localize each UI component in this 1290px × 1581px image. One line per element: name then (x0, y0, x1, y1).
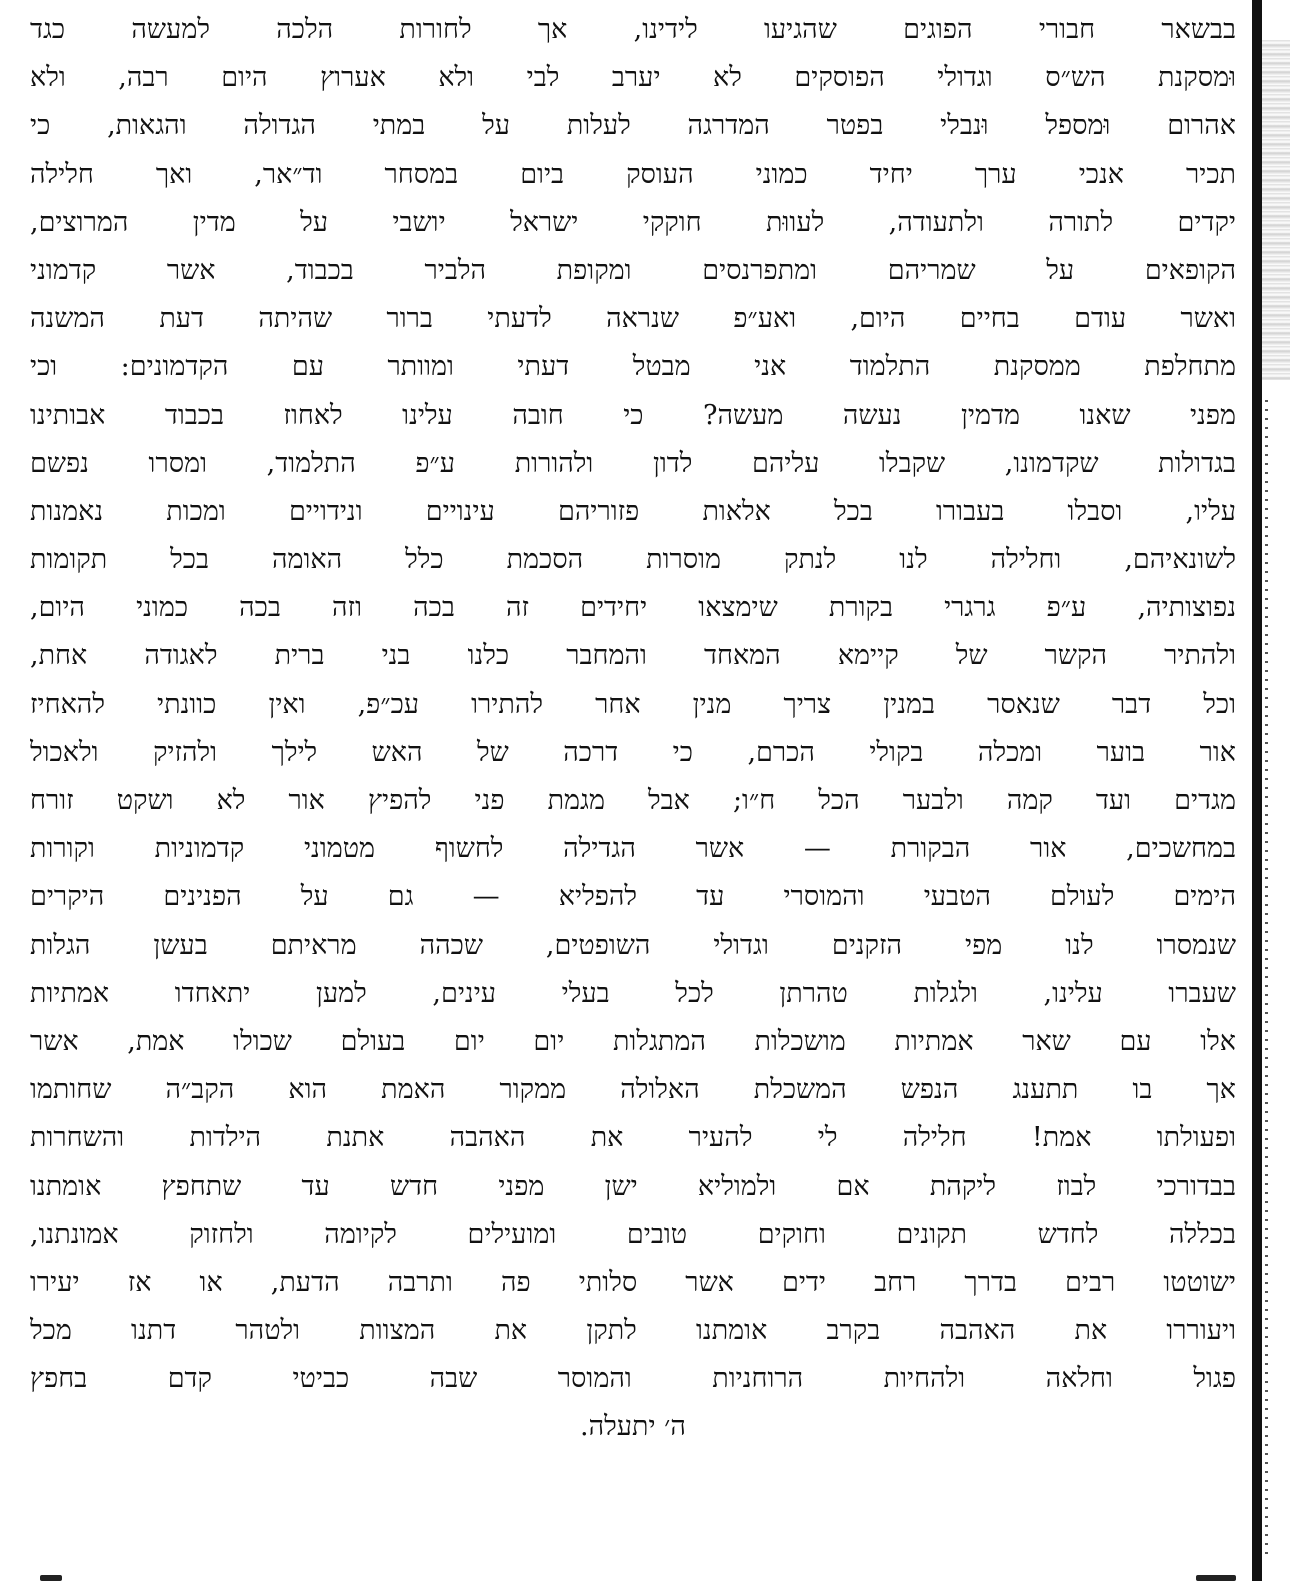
text-line: נפוצותיה, ע״פ גרגרי בקורת שימצאו יחידים זה בכה וזה בכה כמוני היום, (30, 592, 1236, 624)
text-line: הימים לעולם הטבעי והמוסרי עד להפליא — גם על הפנינים היקרים (30, 881, 1236, 913)
text-line: בבשאר חבורי הפוגים שהגיעו לידינו, אך לחורות הלכה למעשה כגד (30, 14, 1236, 45)
text-line: במחשכים, אור הבקורת — אשר הגדילה לחשוף מטמוני קדמוניות וקורות (30, 833, 1236, 865)
scan-noise (1262, 40, 1290, 380)
text-line: ואשר עודם בחיים היום, ואע״פ שנראה לדעתי ברור שהיתה דעת המשנה (30, 303, 1236, 335)
scan-dotted-edge (1265, 400, 1268, 1560)
text-line: וכל דבר שנאסר במנין צריך מנין אחר להתירו עכ״פ, ואין כוונתי להאחיז (30, 688, 1236, 720)
hebrew-text-block (30, 6, 1236, 1452)
text-line: אור בוער ומכלה בקולי הכרם, כי דרכה של האש לילך ולהזיק ולאכול (30, 736, 1236, 768)
text-line: וּמסקנת הש״ס וגדולי הפוסקים לא יערב לבי ולא אערוץ היום רבה, ולא (30, 62, 1236, 94)
text-line: פגול וחלאה ולהחיות הרוחניות והמוסר שבה כביטי קדם בחפץ (30, 1363, 1236, 1395)
text-line: בכללה לחדש תקונים וחוקים טובים ומועילים לקיומה ולחזוק אמונתנו, (30, 1218, 1236, 1250)
text-line: שנמסרו לנו מפי הזקנים וגדולי השופטים, שכהה מראיתם בעשן הגלות (30, 929, 1236, 961)
closing-line: ה׳ יתעלה. (580, 1411, 686, 1443)
text-line: ולהתיר הקשר של קיימא המאחד והמחבר כלנו בני ברית לאגודה אחת, (30, 640, 1236, 672)
text-line: מפני שאנו מדמין נעשה מעשה? כי חובה עלינו לאחוז בכבוד אבותינו (30, 399, 1236, 431)
text-line: מתחלפת ממסקנת התלמוד אני מבטל דעתי ומוותר עם הקדמונים: וכי (30, 351, 1236, 383)
text-line: בגדולות שקדמונו, שקבלו עליהם לדון ולהורות ע״פ התלמוד, ומסרו נפשם (30, 447, 1236, 479)
text-line: ויעוררו את האהבה בקרב אומתנו לתקן את המצוות ולטהר דתנו מכל (30, 1315, 1236, 1347)
text-line: בבדורכי לבוז ליקהת אם ולמוליא ישן מפני חדש עד שתחפץ אומתנו (30, 1170, 1236, 1202)
cut-off-next-line (30, 1568, 1236, 1581)
text-line: ישוטטו רבים בדרך רחב ידים אשר סלותי פה ותרבה הדעת, או אז יעירו (30, 1266, 1236, 1298)
text-line: יקדים לתורה ולתעודה, לעווּת חוקקי ישראל יושבי על מדין המרוצים, (30, 206, 1236, 238)
text-line: שעברו עלינו, ולגלות טהרתן לכל בעלי עינים, למען יתאחדו אמתיות (30, 977, 1236, 1009)
text-line: אלו עם שאר אמתיות מושכלות המתגלות יום יום בעולם שכולו אמת, אשר (30, 1025, 1236, 1057)
text-line: תכיר אנכי ערך יחיד כמוני העוסק ביום במסחר וד״אר, ואך חלילה (30, 158, 1236, 190)
text-line: ופעולתו אמת! חלילה לי להעיר את האהבה אתנת הילדות והשחרות (30, 1122, 1236, 1154)
binding-edge-bar (1252, 0, 1262, 1581)
text-line: מגדים ועד קמה ולבער הכל ח״ו; אבל מגמת פני להפיץ אור לא ושקט זורח (30, 785, 1236, 816)
text-line: אהרום וּמספל וּנבלי בפטר המדרגה לעלות על במתי הגדולה והגאות, כי (30, 110, 1236, 142)
text-line: עליו, וסבלו בעבורו בכל אלאות פזוריהם עינויים ונידויים ומכות נאמנות (30, 495, 1236, 527)
text-line: הקופאים על שמריהם ומתפרנסים ומקופת הלביר בכבוד, אשר קדמוני (30, 254, 1236, 286)
text-line: לשונאיהם, וחלילה לנו לנתק מוסרות הסכמת כלל האומה בכל תקומות (30, 544, 1236, 576)
text-line: אך בו תתענג הנפש המשכלת האלולה ממקור האמת הוא הקב״ה שחותמו (30, 1074, 1236, 1106)
